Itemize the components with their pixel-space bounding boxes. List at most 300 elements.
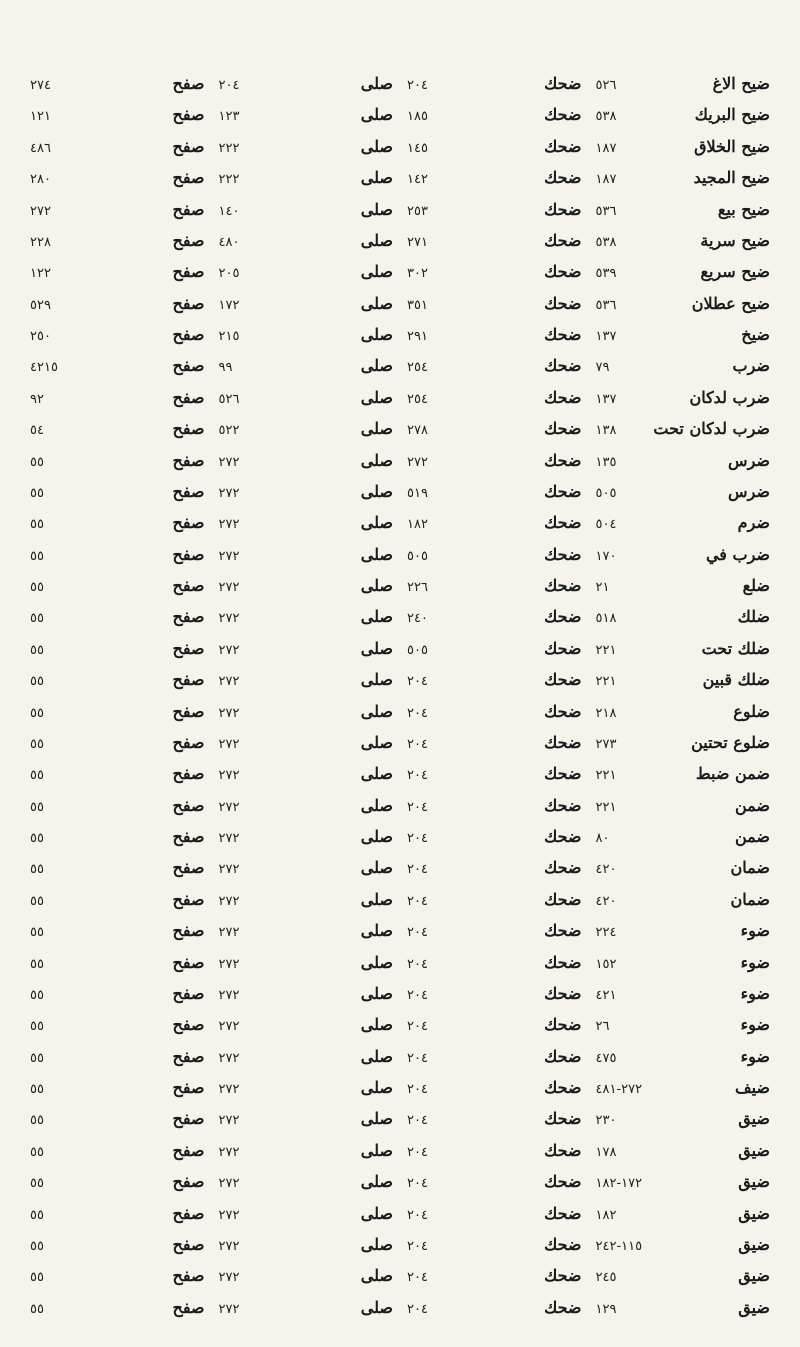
entry-word: صلى	[360, 889, 393, 909]
entry-page-reference: ٢٧٤	[30, 78, 51, 93]
index-entry	[30, 198, 205, 224]
index-entry	[30, 511, 205, 537]
entry-word: صلى	[360, 387, 393, 407]
entry-page-reference: ١٧٢	[218, 297, 240, 313]
entry-word: ضرب لدكان تحت	[653, 419, 770, 439]
entry-page-reference: ٢٠٤	[407, 1238, 428, 1254]
entry-page-reference: ١١٥-٢٤٢	[595, 1238, 643, 1254]
index-entry	[407, 135, 582, 161]
entry-page-reference: ٥٥	[30, 674, 44, 690]
index-entry	[219, 417, 394, 443]
entry-page-reference: ١٤٠	[218, 203, 240, 219]
entry-word: صلى	[360, 1046, 393, 1066]
index-entry	[219, 1264, 394, 1290]
entry-word: ضيح عطلان	[691, 293, 770, 313]
index-entry	[407, 668, 582, 694]
entry-page-reference: ٢٥٣	[407, 203, 428, 219]
entry-page-reference: ١٤٥	[407, 140, 428, 156]
entry-page-reference: ٢٧٢-٤٨١	[595, 1082, 643, 1097]
entry-word: صفح	[172, 450, 205, 470]
entry-word: ضحك	[544, 293, 582, 313]
index-entry	[596, 825, 771, 851]
entry-word: ضحك	[544, 230, 582, 250]
entry-page-reference: ٢٠٥	[218, 266, 240, 282]
index-entry	[219, 888, 394, 914]
entry-word: ضيح الخلاق	[694, 136, 770, 156]
entry-word: صلى	[360, 293, 393, 313]
entry-word: صفح	[172, 921, 205, 941]
index-entry	[596, 731, 771, 757]
index-entry	[219, 511, 394, 537]
entry-word: صفح	[172, 764, 205, 784]
entry-word: ضرب لدكان	[689, 387, 770, 407]
index-entry	[219, 1139, 394, 1165]
index-entry	[219, 637, 394, 663]
entry-page-reference: ٥٥	[30, 548, 44, 564]
entry-page-reference: ٢٠٤	[407, 736, 428, 752]
entry-page-reference: ٤٢٠	[595, 862, 617, 878]
index-entry	[219, 605, 394, 631]
entry-word: ضحك	[544, 1172, 582, 1192]
entry-page-reference: ٢٧٨	[407, 423, 428, 439]
index-entry	[596, 511, 771, 537]
entry-page-reference: ١٣٥	[595, 454, 617, 470]
entry-page-reference: ٥٥	[30, 768, 44, 784]
entry-page-reference: ٢٢٢	[218, 172, 240, 188]
entry-page-reference: ٢٧٢	[218, 1019, 240, 1035]
index-entry	[596, 1233, 771, 1259]
entry-word: ضوء	[740, 921, 770, 941]
entry-page-reference: ٢٠٤	[407, 956, 428, 972]
entry-word: ضحك	[544, 607, 582, 627]
index-entry	[407, 103, 582, 129]
entry-word: ضيح بيع	[717, 199, 770, 219]
entry-page-reference: ٥٥	[30, 799, 44, 815]
entry-page-reference: ٢٤٠	[407, 611, 428, 627]
entry-page-reference: ٥٥	[30, 517, 44, 533]
index-entry	[407, 480, 582, 506]
index-entry	[219, 480, 394, 506]
index-entry	[407, 574, 582, 600]
entry-page-reference: ٢٠٤	[407, 1144, 428, 1160]
entry-page-reference: ٢٨٠	[30, 172, 51, 188]
entry-page-reference: ٢١	[595, 580, 610, 595]
entry-word: ضرب	[732, 356, 770, 376]
entry-page-reference: ٢٠٤	[407, 1113, 428, 1129]
entry-word: ضحك	[544, 1078, 582, 1097]
index-entry	[30, 417, 205, 443]
entry-page-reference: ٢٢٢	[218, 140, 240, 156]
index-entry	[596, 1076, 771, 1102]
entry-word: ضحك	[544, 74, 582, 93]
index-entry	[596, 72, 771, 98]
index-entry	[30, 668, 205, 694]
entry-word: صفح	[172, 230, 205, 250]
index-column	[219, 72, 394, 1322]
entry-word: ضحك	[544, 325, 582, 344]
entry-word: ضوء	[740, 1046, 770, 1066]
index-entry	[407, 951, 582, 977]
entry-word: ضحك	[544, 199, 582, 219]
index-entry	[596, 260, 771, 286]
index-entry	[407, 731, 582, 757]
entry-word: صلى	[360, 1234, 393, 1254]
entry-page-reference: ٢٢٦	[407, 580, 428, 595]
index-entry	[219, 386, 394, 412]
entry-word: صفح	[172, 1140, 205, 1160]
entry-word: صلى	[360, 576, 393, 595]
entry-word: صفح	[172, 325, 205, 344]
entry-word: صفح	[172, 952, 205, 972]
index-entry	[596, 762, 771, 788]
index-entry	[596, 605, 771, 631]
entry-page-reference: ٢٠٤	[407, 893, 428, 909]
entry-word: ضلوع تحتين	[691, 732, 770, 752]
entry-page-reference: ١٨٢	[595, 1207, 617, 1223]
entry-page-reference: ٥١٨	[595, 611, 617, 627]
index-entry	[30, 229, 205, 255]
entry-page-reference: ٢٠٤	[407, 1301, 428, 1317]
index-entry	[407, 417, 582, 443]
index-column	[407, 72, 582, 1322]
entry-word: صلى	[360, 1140, 393, 1160]
index-entry	[407, 1264, 582, 1290]
entry-word: صفح	[172, 136, 205, 156]
entry-page-reference: ٤٨٠	[218, 234, 240, 250]
index-entry	[407, 511, 582, 537]
entry-word: صفح	[172, 607, 205, 627]
entry-word: ضحك	[544, 481, 582, 501]
index-entry	[407, 825, 582, 851]
entry-page-reference: ١٢١	[30, 109, 51, 125]
entry-word: صفح	[172, 419, 205, 439]
entry-page-reference: ٢٧٢	[218, 548, 240, 564]
index-entry	[596, 292, 771, 318]
index-entry	[407, 323, 582, 349]
entry-word: صلى	[360, 1203, 393, 1223]
entry-word: ضحك	[544, 701, 582, 721]
entry-word: صلى	[360, 607, 393, 627]
entry-word: ضلع	[742, 576, 770, 595]
entry-page-reference: ٥٣٨	[595, 109, 617, 125]
index-entry	[219, 292, 394, 318]
index-entry	[596, 668, 771, 694]
index-entry	[30, 762, 205, 788]
entry-page-reference: ٥٥	[30, 1207, 44, 1223]
entry-word: صلى	[360, 481, 393, 501]
index-column	[596, 72, 771, 1322]
entry-word: صلى	[360, 1266, 393, 1286]
index-entry	[219, 1233, 394, 1259]
index-entry	[596, 794, 771, 820]
entry-page-reference: ١٣٨	[595, 423, 617, 439]
entry-page-reference: ٢٠٤	[407, 78, 428, 93]
entry-page-reference: ٢٧٢	[218, 831, 240, 846]
entry-word: ضيق	[738, 1297, 770, 1317]
index-entry	[219, 229, 394, 255]
entry-page-reference: ٢٢١	[595, 674, 617, 690]
entry-word: صفح	[172, 74, 205, 93]
entry-page-reference: ٢٧٢	[218, 1050, 240, 1066]
entry-page-reference: ١٣٧	[595, 329, 617, 344]
entry-word: صفح	[172, 670, 205, 690]
entry-page-reference: ٢٧٢	[218, 1301, 240, 1317]
index-entry	[407, 198, 582, 224]
index-entry	[219, 825, 394, 851]
entry-page-reference: ٢٧٢	[218, 1144, 240, 1160]
entry-word: ضرب في	[705, 544, 770, 564]
index-entry	[596, 1107, 771, 1133]
entry-word: ضحك	[544, 1203, 582, 1223]
entry-word: ضحك	[544, 827, 582, 846]
entry-page-reference: ٥٥	[30, 736, 44, 752]
entry-page-reference: ٥٣٩	[595, 266, 617, 282]
index-entry	[219, 1296, 394, 1322]
entry-word: ضحك	[544, 136, 582, 156]
index-entry	[30, 605, 205, 631]
entry-word: ضمن	[734, 795, 770, 815]
entry-word: صلى	[360, 732, 393, 752]
entry-page-reference: ٢٧٢	[218, 893, 240, 909]
entry-word: ضحك	[544, 983, 582, 1003]
index-entry	[30, 354, 205, 380]
entry-word: صفح	[172, 105, 205, 125]
entry-word: صفح	[172, 1297, 205, 1317]
entry-word: ضلك تحت	[701, 638, 770, 658]
entry-word: ضوء	[740, 952, 770, 972]
entry-word: صفح	[172, 513, 205, 533]
entry-word: ضحك	[544, 952, 582, 972]
entry-page-reference: ٢٧٢	[218, 1238, 240, 1254]
index-entry	[596, 574, 771, 600]
entry-page-reference: ٢٧٣	[595, 736, 617, 752]
entry-word: صلى	[360, 983, 393, 1003]
entry-page-reference: ٢٧٢	[218, 1207, 240, 1223]
entry-page-reference: ٥٥	[30, 831, 44, 846]
entry-word: صلى	[360, 670, 393, 690]
index-entry	[596, 166, 771, 192]
index-entry	[407, 166, 582, 192]
entry-word: صلى	[360, 1172, 393, 1192]
entry-word: ضحك	[544, 419, 582, 439]
entry-page-reference: ٢٠٤	[407, 799, 428, 815]
entry-page-reference: ٧٩	[595, 360, 610, 376]
index-entry	[407, 856, 582, 882]
index-entry	[596, 637, 771, 663]
index-entry	[596, 1170, 771, 1196]
index-entry	[30, 543, 205, 569]
entry-page-reference: ٥٣٦	[595, 297, 617, 313]
entry-page-reference: ٢٧٢	[218, 925, 240, 941]
index-entry	[30, 1045, 205, 1071]
entry-word: صلى	[360, 199, 393, 219]
index-entry	[219, 1013, 394, 1039]
entry-page-reference: ٥٥	[30, 1019, 44, 1035]
entry-word: صلى	[360, 1297, 393, 1317]
entry-word: ضيف	[735, 1078, 770, 1097]
entry-page-reference: ٥٥	[30, 1176, 44, 1192]
entry-word: صلى	[360, 513, 393, 533]
index-entry	[596, 480, 771, 506]
entry-word: صفح	[172, 1078, 205, 1097]
entry-word: صلى	[360, 795, 393, 815]
index-entry	[219, 919, 394, 945]
entry-page-reference: ٥٢٦	[218, 391, 240, 407]
entry-word: صفح	[172, 168, 205, 188]
entry-page-reference: ٥٠٥	[407, 642, 428, 658]
entry-page-reference: ١٨٧	[595, 140, 617, 156]
index-entry	[596, 103, 771, 129]
entry-word: ضيق	[738, 1203, 770, 1223]
index-entry	[219, 1170, 394, 1196]
entry-word: صلى	[360, 450, 393, 470]
index-entry	[30, 480, 205, 506]
entry-word: صفح	[172, 576, 205, 595]
entry-page-reference: ١٨٢	[407, 517, 428, 533]
index-entry	[407, 543, 582, 569]
entry-page-reference: ٤٢١٥	[30, 360, 58, 376]
entry-page-reference: ٢٧٢	[218, 1270, 240, 1286]
entry-page-reference: ١٣٧	[595, 391, 617, 407]
index-entry	[30, 1264, 205, 1290]
index-entry	[407, 919, 582, 945]
entry-word: ضرم	[737, 513, 770, 533]
index-entry	[30, 323, 205, 349]
entry-page-reference: ٢٠٤	[218, 78, 240, 93]
index-entry	[30, 1296, 205, 1322]
index-entry	[30, 794, 205, 820]
entry-page-reference: ٢١٥	[218, 329, 240, 344]
entry-word: ضحك	[544, 1234, 582, 1254]
entry-word: ضحك	[544, 105, 582, 125]
entry-word: ضحك	[544, 513, 582, 533]
entry-page-reference: ١٢٩	[595, 1301, 617, 1317]
index-entry	[30, 1013, 205, 1039]
index-entry	[219, 794, 394, 820]
entry-page-reference: ٥١٩	[407, 485, 428, 501]
entry-word: صفح	[172, 889, 205, 909]
entry-word: صفح	[172, 262, 205, 282]
entry-word: ضرس	[728, 450, 770, 470]
entry-page-reference: ٢٠٤	[407, 705, 428, 721]
index-entry	[596, 386, 771, 412]
entry-word: صلى	[360, 1078, 393, 1097]
entry-word: ضحك	[544, 1266, 582, 1286]
index-entry	[407, 637, 582, 663]
entry-page-reference: ٥٥	[30, 1270, 44, 1286]
entry-word: ضحك	[544, 638, 582, 658]
index-entry	[596, 543, 771, 569]
entry-word: صلى	[360, 168, 393, 188]
index-entry	[219, 1076, 394, 1102]
entry-word: صفح	[172, 983, 205, 1003]
index-entry	[596, 700, 771, 726]
entry-word: ضحك	[544, 1297, 582, 1317]
entry-page-reference: ٢٠٤	[407, 1176, 428, 1192]
entry-page-reference: ٢٧٢	[218, 956, 240, 972]
entry-word: ضلوع	[733, 701, 770, 721]
entry-page-reference: ٢٧٢	[407, 454, 428, 470]
entry-word: ضحك	[544, 889, 582, 909]
entry-word: ضوء	[740, 983, 770, 1003]
entry-word: ضيخ	[741, 325, 770, 344]
index-entry	[30, 731, 205, 757]
index-entry	[30, 1170, 205, 1196]
entry-page-reference: ٢٠٤	[407, 987, 428, 1003]
entry-word: صلى	[360, 921, 393, 941]
index-entry	[407, 1107, 582, 1133]
index-entry	[219, 700, 394, 726]
entry-page-reference: ٢٧٢	[218, 454, 240, 470]
entry-page-reference: ٥٠٤	[595, 517, 617, 533]
index-entry	[30, 856, 205, 882]
index-entry	[30, 135, 205, 161]
entry-word: صلى	[360, 325, 393, 344]
index-entry	[596, 354, 771, 380]
entry-word: صفح	[172, 1203, 205, 1223]
entry-word: ضحك	[544, 921, 582, 941]
entry-page-reference: ٢٧٢	[218, 705, 240, 721]
entry-word: صلى	[360, 1015, 393, 1035]
index-entry	[596, 1139, 771, 1165]
entry-word: ضحك	[544, 1140, 582, 1160]
index-entry	[219, 198, 394, 224]
index-entry	[30, 1076, 205, 1102]
entry-page-reference: ٢٥٠	[30, 329, 51, 344]
entry-word: ضوء	[740, 1015, 770, 1035]
entry-word: صفح	[172, 199, 205, 219]
index-entry	[219, 856, 394, 882]
index-entry	[30, 1139, 205, 1165]
entry-page-reference: ٢٧٢	[218, 611, 240, 627]
entry-page-reference: ٥٥	[30, 925, 44, 941]
entry-page-reference: ٢٤٥	[595, 1270, 617, 1286]
index-entry	[219, 1045, 394, 1071]
index-entry	[407, 1076, 582, 1102]
index-entry	[407, 449, 582, 475]
entry-word: صلى	[360, 638, 393, 658]
entry-word: صلى	[360, 230, 393, 250]
entry-page-reference: ٥٠٥	[407, 548, 428, 564]
entry-page-reference: ٤٧٥	[595, 1050, 617, 1066]
entry-page-reference: ١٧٠	[595, 548, 617, 564]
entry-word: ضرس	[728, 481, 770, 501]
index-entry	[407, 1233, 582, 1259]
entry-page-reference: ١٧٢-١٨٢	[595, 1176, 643, 1192]
entry-page-reference: ٥٥	[30, 485, 44, 501]
index-entry	[596, 1013, 771, 1039]
index-entry	[407, 1202, 582, 1228]
index-entry	[219, 982, 394, 1008]
entry-page-reference: ٢٧٢	[218, 642, 240, 658]
entry-word: ضمان	[730, 858, 770, 878]
entry-word: صفح	[172, 1046, 205, 1066]
index-entry	[407, 762, 582, 788]
index-entry	[596, 982, 771, 1008]
entry-word: صلى	[360, 356, 393, 376]
entry-page-reference: ٢٥٤	[407, 360, 428, 376]
entry-page-reference: ٢٧٢	[218, 580, 240, 595]
entry-page-reference: ١٨٥	[407, 109, 428, 125]
index-entry	[219, 668, 394, 694]
index-entry	[407, 1045, 582, 1071]
entry-page-reference: ٤٢٠	[595, 893, 617, 909]
entry-word: ضحك	[544, 387, 582, 407]
entry-page-reference: ٢٧٢	[218, 517, 240, 533]
entry-page-reference: ٤٢١	[595, 987, 617, 1003]
index-entry	[30, 1202, 205, 1228]
entry-word: ضحك	[544, 1015, 582, 1035]
